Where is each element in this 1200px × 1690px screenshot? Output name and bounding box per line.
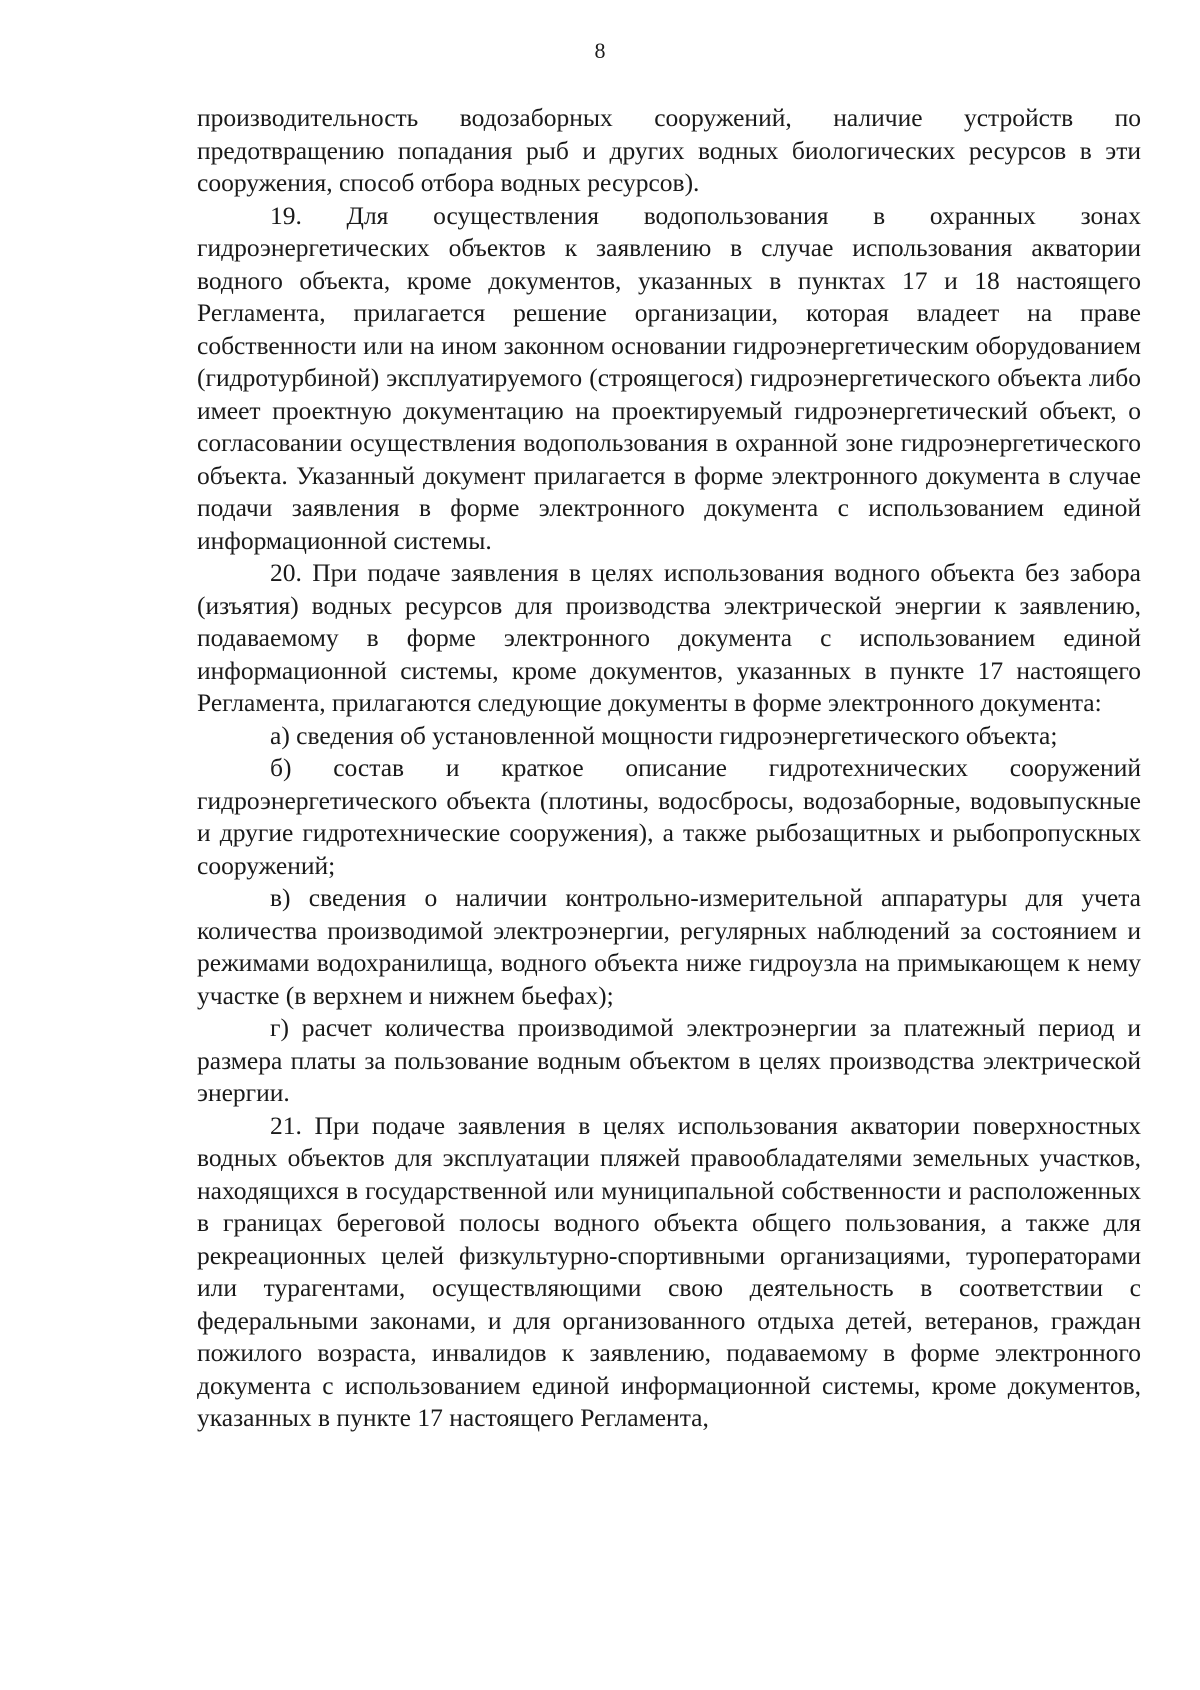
document-body [197,102,1141,1435]
paragraph-item-20-a: а) сведения об установленной мощности гидроэнергетического объекта; [270,720,1058,750]
paragraph-item-21: 21. При подаче заявления в целях использования акватории поверхностных водных объектов для эксплуатации пляжей правообладателями земельных участков, находящихся в государственной или муниципальной собственности и расположенных в границах береговой полосы водного объекта общего пользования, а также для рекреационных целей физкультурно-спортивными организациями, туроператорами или турагентами, осуществляющими свою деятельность в соответствии с федеральными законами, и для организованного отдыха детей, ветеранов, граждан пожилого возраста, инвалидов к заявлению, подаваемому в форме электронного документа с использованием единой информационной системы, кроме документов, указанных в пункте 17 настоящего Регламента, [197,1110,1141,1432]
paragraph-continuation: производительность водозаборных сооружений, наличие устройств по предотвращению попадания рыб и других водных биологических ресурсов в эти сооружения, способ отбора водных ресурсов). [197,103,1141,197]
paragraph-item-20: 20. При подаче заявления в целях использования водного объекта без забора (изъятия) водных ресурсов для производства электрической энергии к заявлению, подаваемому в форме электронного документа с использованием единой информационной системы, кроме документов, указанных в пункте 17 настоящего Регламента, прилагаются следующие документы в форме электронного документа: [197,558,1141,717]
paragraph-item-19: 19. Для осуществления водопользования в охранных зонах гидроэнергетических объектов к заявлению в случае использования акватории водного объекта, кроме документов, указанных в пунктах 17 и 18 настоящего Регламента, прилагается решение организации, которая владеет на праве собственности или на ином законном основании гидроэнергетическим оборудованием (гидротурбиной) эксплуатируемого (строящегося) гидроэнергетического объекта либо имеет проектную документацию на проектируемый гидроэнергетический объект, о согласовании осуществления водопользования в охранной зоне гидроэнергетического объекта. Указанный документ прилагается в форме электронного документа в случае подачи заявления в форме электронного документа с использованием единой информационной системы. [197,200,1141,555]
paragraph-item-20-v: в) сведения о наличии контрольно-измерительной аппаратуры для учета количества производимой электроэнергии, регулярных наблюдений за состоянием и режимами водохранилища, водного объекта ниже гидроузла на примыкающем к нему участке (в верхнем и нижнем бьефах); [197,883,1141,1010]
paragraph-item-20-b: б) состав и краткое описание гидротехнических сооружений гидроэнергетического объекта (плотины, водосбросы, водозаборные, водовыпускные и другие гидротехнические сооружения), а также рыбозащитных и рыбопропускных сооружений; [197,753,1141,880]
page-number: 8 [594,38,606,63]
paragraph-item-20-g: г) расчет количества производимой электроэнергии за платежный период и размера платы за пользование водным объектом в целях производства электрической энергии. [197,1013,1141,1107]
